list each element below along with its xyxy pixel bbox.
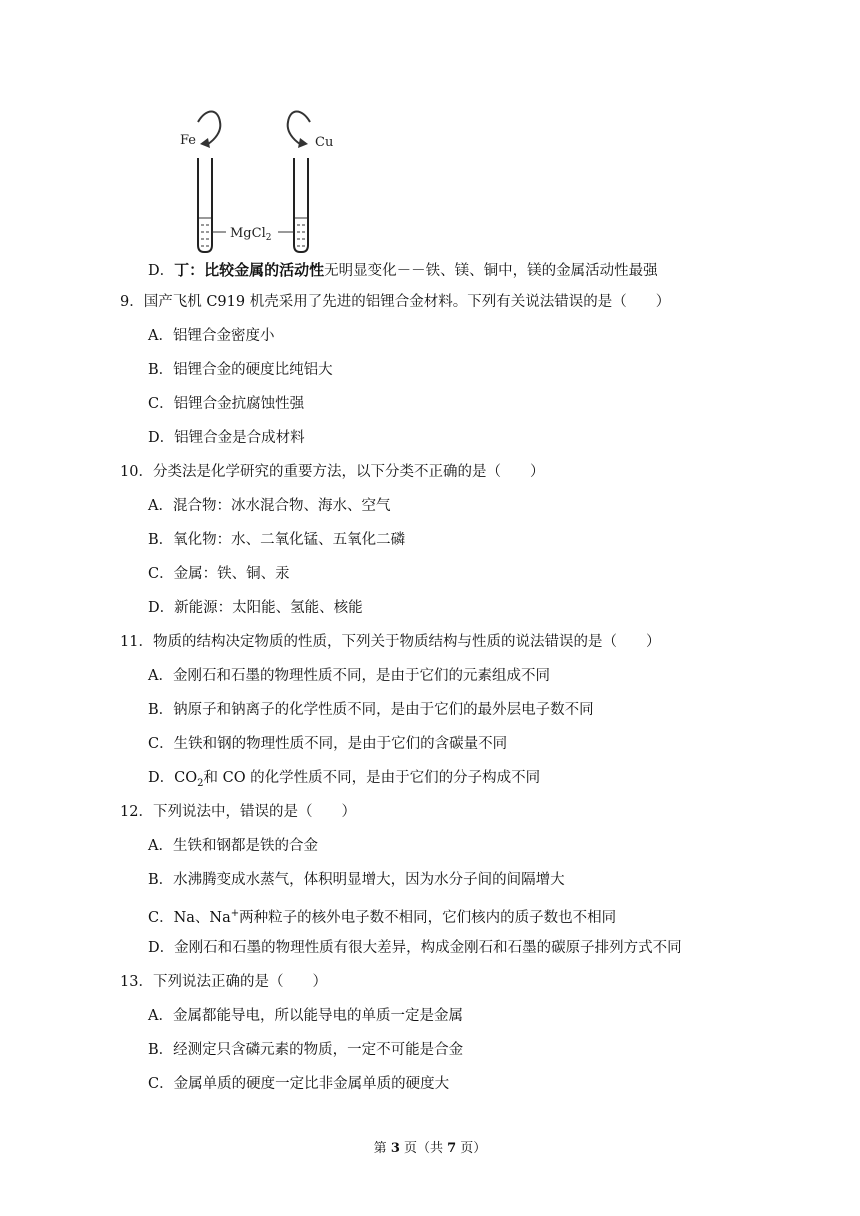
- solution-label: MgCl$_2$: [230, 226, 272, 243]
- question-9-option-d: D．铝锂合金是合成材料: [148, 430, 305, 446]
- question-11-option-d: D．$CO_2$和 CO 的化学性质不同，是由于它们的分子构成不同: [148, 770, 541, 789]
- question-13-option-a: A．金属都能导电，所以能导电的单质一定是金属: [148, 1008, 463, 1024]
- page-number: 3: [390, 1141, 400, 1156]
- question-12-stem: 12．下列说法中，错误的是（ ）: [120, 804, 356, 820]
- left-liquid: [199, 218, 211, 246]
- question-13-option-c: C．金属单质的硬度一定比非金属单质的硬度大: [148, 1076, 450, 1092]
- question-9-option-c: C．铝锂合金抗腐蚀性强: [148, 396, 305, 412]
- question-9-option-a: A．铝锂合金密度小: [148, 328, 275, 344]
- option-text: 无明显变化－－铁、镁、铜中，镁的金属活动性最强: [324, 263, 658, 279]
- question-10-option-b: B．氧化物：水、二氧化锰、五氧化二磷: [148, 532, 406, 548]
- question-12-option-c: C．Na、Na+两种粒子的核外电子数不相同，它们核内的质子数也不相同: [148, 908, 617, 926]
- left-arrow-head-icon: [200, 138, 210, 148]
- test-tube-diagram: [170, 100, 390, 260]
- question-13-option-b: B．经测定只含磷元素的物质，一定不可能是合金: [148, 1042, 464, 1058]
- test-tube-figure: [170, 100, 390, 260]
- question-10-option-d: D．新能源：太阳能、氢能、核能: [148, 600, 363, 616]
- left-metal-label: Fe: [180, 133, 197, 148]
- question-12-option-a: A．生铁和钢都是铁的合金: [148, 838, 318, 854]
- q8-option-d: [148, 260, 658, 281]
- right-test-tube: [294, 158, 308, 252]
- total-pages: 7: [447, 1141, 457, 1156]
- figure-caption: 丁：比较金属的活动性: [174, 261, 325, 279]
- question-11-option-a: A．金刚石和石墨的物理性质不同，是由于它们的元素组成不同: [148, 668, 550, 684]
- left-arrow-icon: [198, 112, 220, 145]
- question-10-stem: 10．分类法是化学研究的重要方法，以下分类不正确的是（ ）: [120, 464, 545, 480]
- option-letter: D．: [148, 263, 175, 279]
- question-12-option-b: B．水沸腾变成水蒸气，体积明显增大，因为水分子间的间隔增大: [148, 872, 565, 888]
- question-11-stem: 11．物质的结构决定物质的性质，下列关于物质结构与性质的说法错误的是（ ）: [120, 634, 661, 650]
- question-11-option-c: C．生铁和钢的物理性质不同，是由于它们的含碳量不同: [148, 736, 508, 752]
- question-9-option-b: B．铝锂合金的硬度比纯铝大: [148, 362, 333, 378]
- question-12-option-d: D．金刚石和石墨的物理性质有很大差异，构成金刚石和石墨的碳原子排列方式不同: [148, 940, 682, 956]
- right-metal-label: Cu: [315, 135, 334, 150]
- question-10-option-c: C．金属：铁、铜、汞: [148, 566, 290, 582]
- question-13-stem: 13．下列说法正确的是（ ）: [120, 974, 327, 990]
- left-test-tube: [198, 158, 212, 252]
- page-footer: 第 3 页（共 7 页）: [373, 1141, 487, 1156]
- question-11-option-b: B．钠原子和钠离子的化学性质不同，是由于它们的最外层电子数不同: [148, 702, 594, 718]
- right-liquid: [295, 218, 307, 246]
- question-9-stem: 9．国产飞机 C919 机壳采用了先进的铝锂合金材料。下列有关说法错误的是（ ）: [120, 294, 671, 310]
- question-10-option-a: A．混合物：冰水混合物、海水、空气: [148, 498, 391, 514]
- right-arrow-head-icon: [298, 138, 308, 148]
- right-arrow-icon: [288, 112, 310, 145]
